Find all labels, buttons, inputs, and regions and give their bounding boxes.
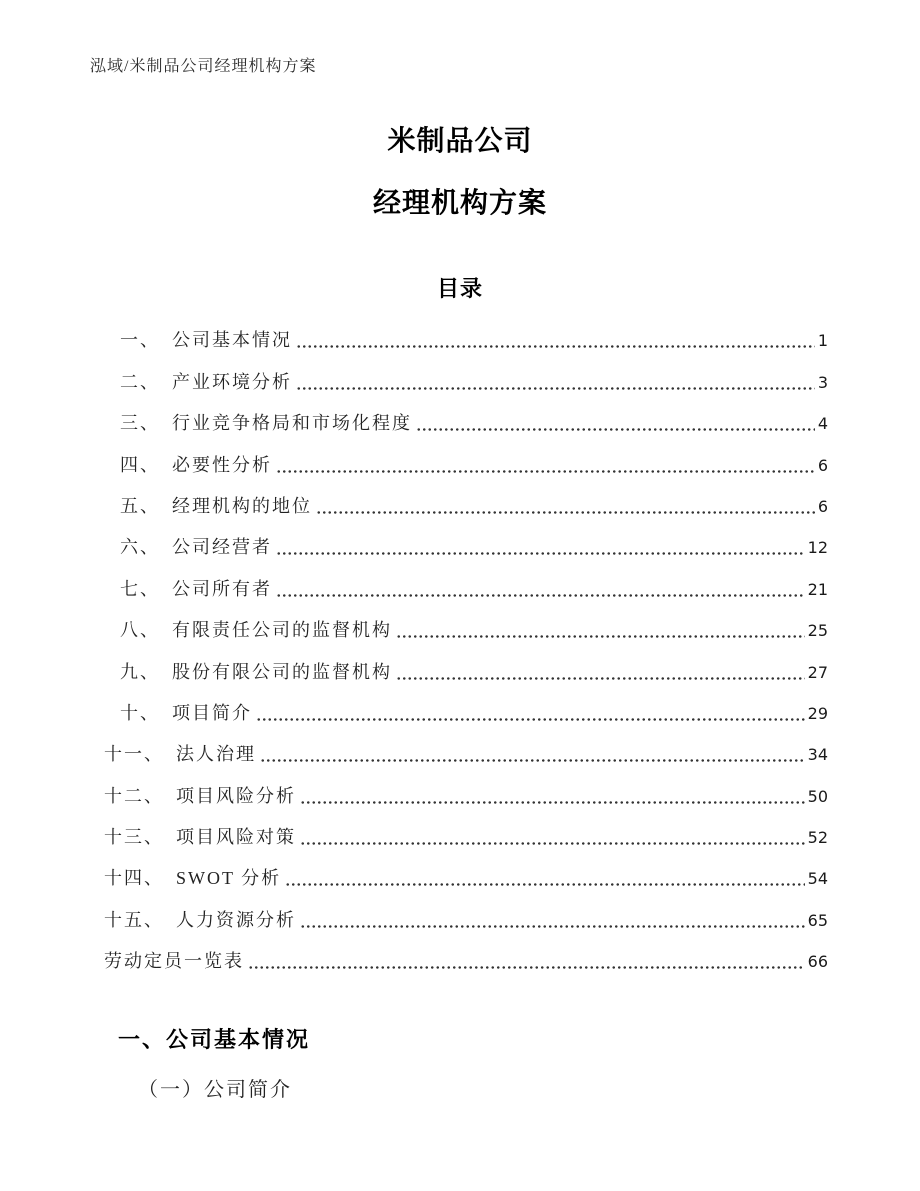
- toc-entry-title: 行业竞争格局和市场化程度: [172, 413, 412, 434]
- toc-entry-title: 项目风险分析: [176, 785, 296, 806]
- toc-leader-dots: [296, 386, 815, 391]
- toc-leader-dots: [285, 882, 804, 887]
- toc-entry-page: 25: [807, 621, 828, 641]
- toc-entry[interactable]: [104, 767, 828, 808]
- toc-entry[interactable]: [104, 891, 828, 932]
- toc-entry-title: 公司经营者: [172, 537, 272, 558]
- toc-entry-page: 50: [807, 786, 828, 806]
- toc-leader-dots: [256, 717, 805, 722]
- toc-leader-dots: [260, 758, 805, 763]
- toc-leader-dots: [276, 469, 815, 474]
- toc-entry-title: 有限责任公司的监督机构: [172, 620, 392, 641]
- toc-entry-title: 法人治理: [176, 744, 256, 765]
- toc-entry[interactable]: [104, 312, 828, 353]
- toc-entry-title: 股份有限公司的监督机构: [172, 661, 392, 682]
- toc-leader-dots: [296, 344, 815, 349]
- toc-entry-title: 项目风险对策: [176, 827, 296, 848]
- running-header: 泓域/米制品公司经理机构方案: [90, 58, 317, 75]
- toc-entry-title: 必要性分析: [172, 454, 272, 475]
- toc-entry-page: 6: [817, 455, 828, 475]
- toc-entry-page: 52: [807, 828, 828, 848]
- toc-leader-dots: [276, 593, 805, 598]
- toc-entry-page: 27: [807, 662, 828, 682]
- toc-leader-dots: [396, 676, 805, 681]
- toc-entry[interactable]: [104, 685, 828, 726]
- toc-entry-page: 66: [807, 952, 828, 972]
- toc-entry[interactable]: [104, 933, 828, 974]
- toc-entry-title: 经理机构的地位: [172, 495, 312, 516]
- toc-entry-number: 六、: [120, 537, 160, 558]
- toc-leader-dots: [300, 924, 805, 929]
- toc-entry-number: 四、: [120, 454, 160, 475]
- toc-entry-number: 十、: [120, 702, 160, 723]
- toc-leader-dots: [276, 551, 805, 556]
- toc-leader-dots: [316, 510, 815, 515]
- toc-entry-title: 项目简介: [172, 702, 252, 723]
- toc-entry-title: 公司基本情况: [172, 330, 292, 351]
- toc-entry-number: 十五、: [104, 909, 164, 930]
- toc-entry-number: 一、: [120, 330, 160, 351]
- toc-entry-page: 65: [807, 910, 828, 930]
- toc-leader-dots: [416, 427, 815, 432]
- toc-entry[interactable]: [104, 560, 828, 601]
- document-title-line2: 经理机构方案: [372, 187, 547, 218]
- toc-heading: 目录: [436, 276, 483, 301]
- section-heading: 一、公司基本情况: [118, 1027, 311, 1052]
- toc-entry-number: 二、: [120, 371, 160, 392]
- toc-entry[interactable]: [104, 353, 828, 394]
- toc-entry-title: 公司所有者: [172, 578, 272, 599]
- toc-entry-title: 产业环境分析: [172, 371, 292, 392]
- toc-entry-number: 七、: [120, 578, 160, 599]
- toc-leader-dots: [396, 634, 805, 639]
- toc-entry-number: 十四、: [104, 868, 164, 889]
- toc-leader-dots: [300, 841, 805, 846]
- toc-entry[interactable]: [104, 809, 828, 850]
- toc-entry-page: 1: [817, 331, 828, 351]
- toc-entry-number: 九、: [120, 661, 160, 682]
- toc-entry[interactable]: [104, 436, 828, 477]
- toc-entry-title: SWOT 分析: [176, 868, 282, 889]
- toc-entry-page: 34: [807, 745, 828, 765]
- toc-entry-page: 54: [807, 869, 828, 889]
- toc-entry[interactable]: [104, 726, 828, 767]
- toc-entry-number: 十三、: [104, 827, 164, 848]
- toc-entry[interactable]: [104, 519, 828, 560]
- toc-entry-page: 29: [807, 703, 828, 723]
- toc-leader-dots: [248, 965, 805, 970]
- toc-entry-number: 三、: [120, 413, 160, 434]
- toc-entry-title: 人力资源分析: [176, 909, 296, 930]
- toc-entry-page: 3: [817, 372, 828, 392]
- toc-entry-page: 4: [817, 414, 828, 434]
- toc-entry-number: 五、: [120, 495, 160, 516]
- toc-entry-number: 八、: [120, 620, 160, 641]
- toc-entry-page: 12: [807, 538, 828, 558]
- toc-entry-number: 十一、: [104, 744, 164, 765]
- toc-entry[interactable]: [104, 395, 828, 436]
- toc-entry-page: 21: [807, 579, 828, 599]
- toc-entry[interactable]: [104, 850, 828, 891]
- toc-entry[interactable]: [104, 478, 828, 519]
- toc-entry-number: 十二、: [104, 785, 164, 806]
- subsection-heading: （一）公司简介: [138, 1079, 292, 1101]
- document-title-line1: 米制品公司: [387, 125, 533, 156]
- toc-leader-dots: [300, 800, 805, 805]
- toc-entry[interactable]: [104, 643, 828, 684]
- table-of-contents: [104, 312, 828, 974]
- toc-entry[interactable]: [104, 602, 828, 643]
- toc-entry-page: 6: [817, 496, 828, 516]
- toc-entry-title: 劳动定员一览表: [104, 951, 244, 972]
